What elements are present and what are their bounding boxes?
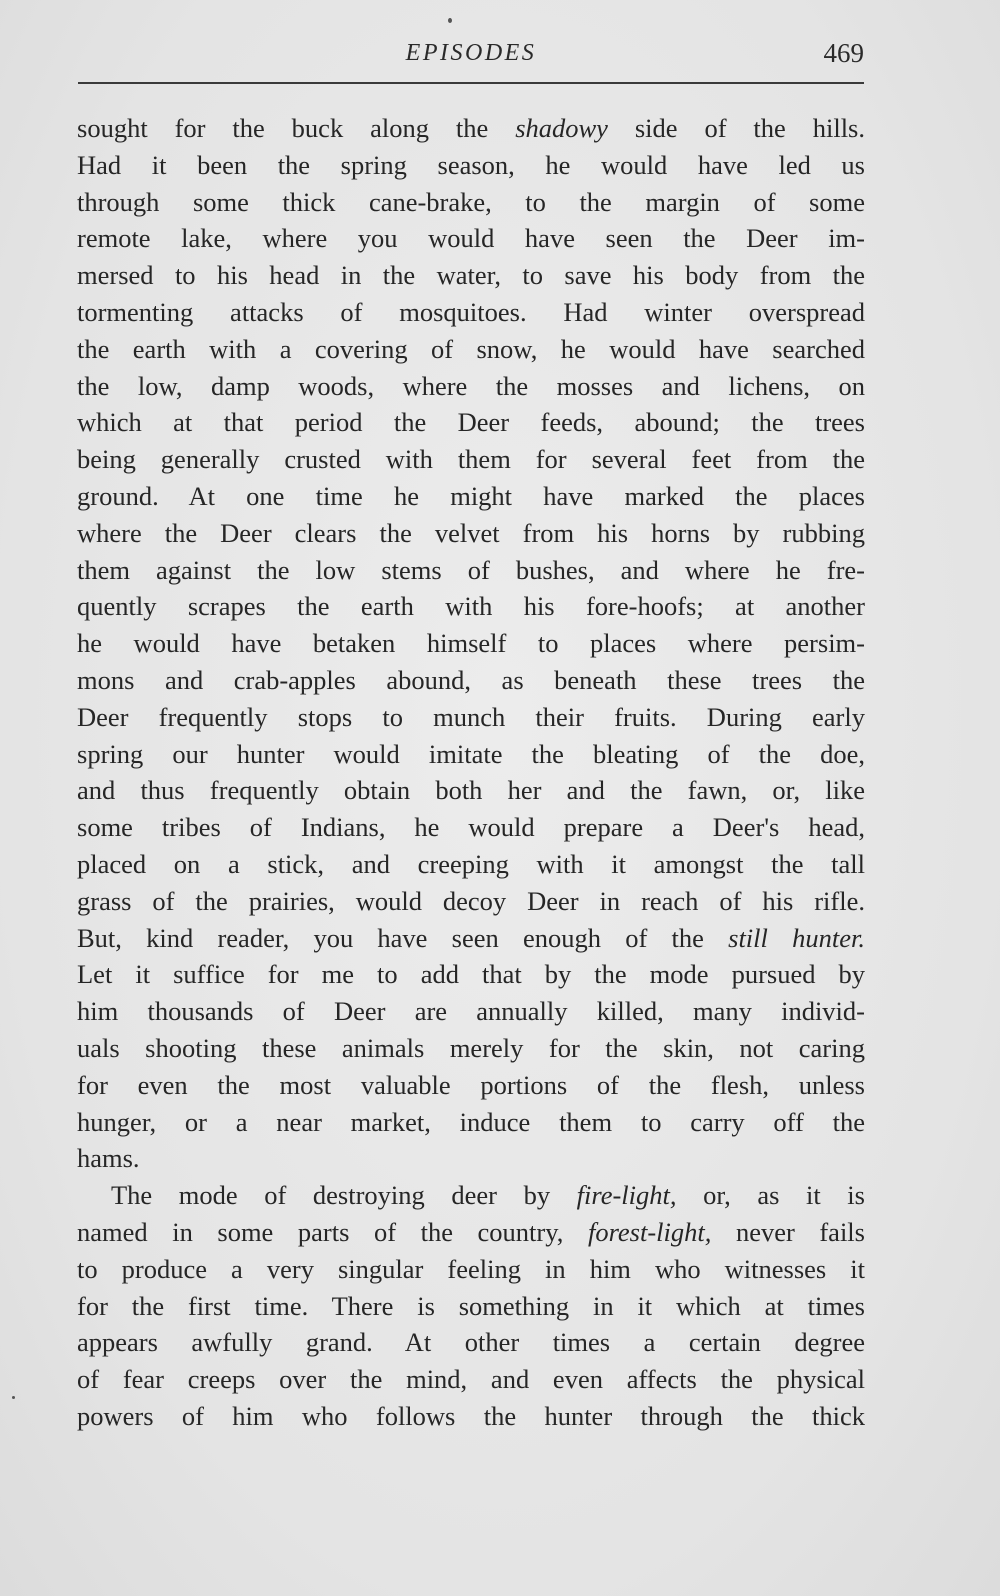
text-run: But, kind reader, you have seen enough of the: [77, 922, 729, 953]
text-line: [77, 920, 865, 957]
text-run: ground. At one time he might have marked the places: [77, 480, 865, 511]
text-run: for the first time. There is something in it which at times: [77, 1290, 865, 1321]
text-run: the low, damp woods, where the mosses and lichens, on: [77, 370, 865, 401]
text-line: [77, 1324, 865, 1361]
text-line: [77, 331, 865, 368]
text-run: which at that period the Deer feeds, abound; the trees: [77, 407, 865, 438]
text-line: [77, 294, 865, 331]
text-line: [77, 257, 865, 294]
text-line: [77, 1214, 865, 1251]
text-run: through some thick cane-brake, to the margin of some: [77, 186, 865, 217]
text-run: hunger, or a near market, induce them to carry off the: [77, 1106, 865, 1137]
text-line: [77, 1177, 865, 1214]
text-run: of fear creeps over the mind, and even affects the physical: [77, 1364, 865, 1395]
text-run: hams.: [77, 1143, 140, 1174]
text-line: [77, 368, 865, 405]
text-run: being generally crusted with them for several feet from the: [77, 444, 865, 475]
text-run: for even the most valuable portions of the flesh, unless: [77, 1069, 865, 1100]
text-line: [77, 147, 865, 184]
text-line: [77, 699, 865, 736]
text-run: appears awfully grand. At other times a certain degree: [77, 1327, 865, 1358]
text-run: spring our hunter would imitate the bleating of the doe,: [77, 738, 865, 769]
text-run: uals shooting these animals merely for the skin, not caring: [77, 1032, 865, 1063]
text-line: [77, 883, 865, 920]
text-line: [77, 1251, 865, 1288]
text-line: [77, 110, 865, 147]
text-line: [77, 1030, 865, 1067]
italic-text: shadowy: [515, 113, 608, 143]
text-run: or, as it is: [676, 1180, 865, 1211]
page-number: 469: [823, 38, 864, 68]
text-line: [77, 1067, 865, 1104]
text-run: placed on a stick, and creeping with it amongst the tall: [77, 848, 865, 879]
text-run: never fails: [711, 1216, 865, 1247]
text-line: [77, 736, 865, 773]
text-run: him thousands of Deer are annually killed, many individ-: [77, 996, 865, 1027]
text-run: to produce a very singular feeling in him who witnesses it: [77, 1253, 865, 1284]
text-line: [77, 1288, 865, 1325]
text-run: mersed to his head in the water, to save his body from the: [77, 260, 865, 291]
text-run: powers of him who follows the hunter through the thick: [77, 1400, 865, 1431]
text-line: [77, 588, 865, 625]
text-line: [77, 625, 865, 662]
text-run: side of the hills.: [607, 113, 865, 143]
text-run: where the Deer clears the velvet from his horns by rubbing: [77, 517, 865, 548]
running-title: EPISODES: [405, 40, 537, 66]
text-line: [77, 220, 865, 257]
paragraph: [77, 110, 865, 1177]
text-line: [77, 1361, 865, 1398]
text-line: [77, 478, 865, 515]
text-line: [77, 1140, 865, 1177]
text-run: grass of the prairies, would decoy Deer in reach of his rifle.: [77, 885, 865, 916]
text-run: he would have betaken himself to places where persim-: [77, 628, 865, 659]
text-run: them against the low stems of bushes, and where he fre-: [77, 554, 865, 585]
text-line: [77, 993, 865, 1030]
text-run: mons and crab-apples abound, as beneath these trees the: [77, 664, 865, 695]
ink-speck: [12, 1396, 15, 1399]
text-run: sought for the buck along the: [77, 113, 516, 143]
text-run: the earth with a covering of snow, he would have searched: [77, 333, 865, 364]
text-run: The mode of destroying deer by: [111, 1180, 577, 1211]
text-line: [77, 515, 865, 552]
text-run: some tribes of Indians, he would prepare a Deer's head,: [77, 812, 865, 843]
text-run: quently scrapes the earth with his fore-hoofs; at another: [77, 591, 865, 622]
header-rule: [78, 82, 864, 84]
text-line: [77, 1398, 865, 1435]
page-header: [78, 38, 864, 72]
text-run: named in some parts of the country,: [77, 1216, 588, 1247]
text-line: [77, 809, 865, 846]
ink-speck: [448, 18, 452, 23]
italic-text: still hunter.: [728, 922, 865, 953]
text-run: Let it suffice for me to add that by the mode pursued by: [77, 959, 865, 990]
text-run: tormenting attacks of mosquitoes. Had winter overspread: [77, 296, 865, 327]
text-line: [77, 956, 865, 993]
text-line: [77, 846, 865, 883]
italic-text: fire-light,: [576, 1180, 677, 1211]
text-run: Had it been the spring season, he would have led us: [77, 149, 865, 180]
text-line: [77, 772, 865, 809]
text-run: and thus frequently obtain both her and the fawn, or, like: [77, 775, 865, 806]
paragraph: [77, 1177, 865, 1435]
text-run: remote lake, where you would have seen the Deer im-: [77, 223, 865, 254]
text-line: [77, 1104, 865, 1141]
text-line: [77, 441, 865, 478]
text-line: [77, 184, 865, 221]
body-text: [77, 110, 865, 1435]
text-line: [77, 552, 865, 589]
text-line: [77, 404, 865, 441]
italic-text: forest-light,: [587, 1216, 712, 1247]
text-run: Deer frequently stops to munch their fruits. During early: [77, 701, 865, 732]
text-line: [77, 662, 865, 699]
